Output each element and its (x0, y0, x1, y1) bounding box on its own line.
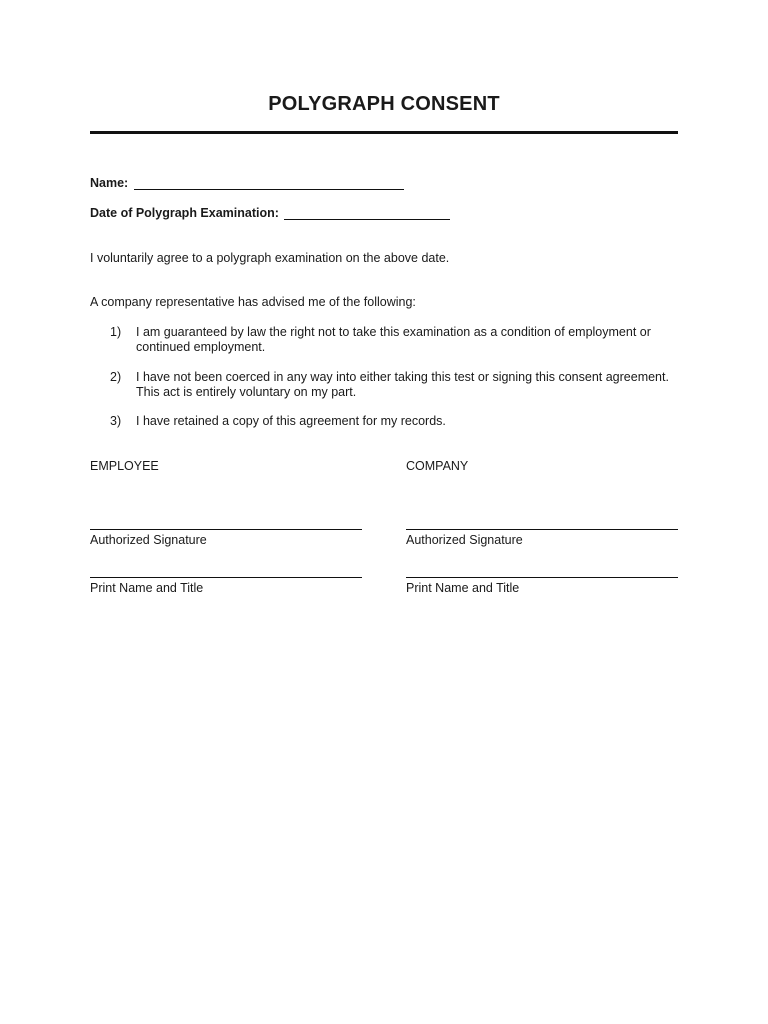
list-item-text: I have not been coerced in any way into either taking this test or signing this consent agreement. This act is entirely voluntary on my part. (136, 370, 669, 399)
employee-signature-line[interactable] (90, 529, 362, 530)
list-item-text: I am guaranteed by law the right not to take this examination as a condition of employment or continued employment. (136, 325, 651, 354)
employee-print-name-line[interactable] (90, 577, 362, 578)
employee-heading: EMPLOYEE (90, 459, 159, 473)
list-item (110, 414, 690, 429)
list-item-number: 3) (110, 414, 122, 428)
page-title: POLYGRAPH CONSENT (268, 93, 500, 115)
list-item-text: I have retained a copy of this agreement for my records. (136, 414, 446, 428)
exam-date-label: Date of Polygraph Examination: (90, 206, 279, 220)
company-print-name-line[interactable] (406, 577, 678, 578)
advised-intro: A company representative has advised me of the following: (90, 295, 416, 309)
company-print-name-label: Print Name and Title (406, 581, 520, 595)
employee-print-name-label: Print Name and Title (90, 581, 204, 595)
company-signature-label: Authorized Signature (406, 533, 523, 547)
list-item (110, 370, 690, 400)
company-signature-line[interactable] (406, 529, 678, 530)
list-item-number: 2) (110, 370, 122, 384)
company-heading: COMPANY (406, 459, 469, 473)
title-divider (90, 131, 678, 134)
list-item (110, 325, 690, 355)
exam-date-blank[interactable] (284, 207, 450, 220)
list-item-number: 1) (110, 325, 122, 339)
name-field-row (90, 176, 404, 190)
employee-signature-label: Authorized Signature (90, 533, 207, 547)
name-label: Name: (90, 176, 129, 190)
voluntary-statement: I voluntarily agree to a polygraph examination on the above date. (90, 251, 450, 265)
name-blank[interactable] (134, 177, 404, 190)
exam-date-field-row (90, 206, 450, 220)
